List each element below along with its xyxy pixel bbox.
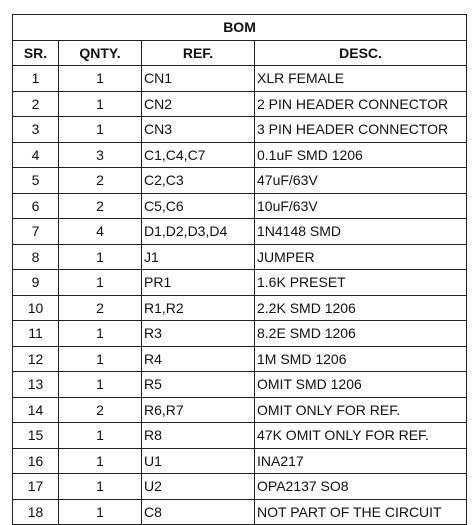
table-row xyxy=(13,117,467,143)
cell-desc: 47uF/63V xyxy=(255,168,467,194)
cell-sr: 16 xyxy=(13,448,59,474)
cell-qnty: 1 xyxy=(59,321,142,347)
cell-ref: R3 xyxy=(142,321,255,347)
cell-ref: R5 xyxy=(142,372,255,398)
cell-sr: 2 xyxy=(13,91,59,117)
cell-sr: 13 xyxy=(13,372,59,398)
header-qnty: QNTY. xyxy=(59,40,142,66)
title-row xyxy=(13,15,467,41)
cell-qnty: 2 xyxy=(59,295,142,321)
cell-desc: 1.6K PRESET xyxy=(255,270,467,296)
cell-sr: 8 xyxy=(13,244,59,270)
cell-ref: C8 xyxy=(142,499,255,525)
cell-qnty: 1 xyxy=(59,474,142,500)
cell-ref: R8 xyxy=(142,423,255,449)
table-row xyxy=(13,219,467,245)
cell-desc: 1N4148 SMD xyxy=(255,219,467,245)
cell-desc: JUMPER xyxy=(255,244,467,270)
cell-desc: 8.2E SMD 1206 xyxy=(255,321,467,347)
table-row xyxy=(13,423,467,449)
cell-qnty: 2 xyxy=(59,397,142,423)
cell-qnty: 1 xyxy=(59,66,142,92)
table-row xyxy=(13,168,467,194)
cell-ref: R1,R2 xyxy=(142,295,255,321)
cell-qnty: 1 xyxy=(59,346,142,372)
bom-title: BOM xyxy=(13,15,467,41)
cell-sr: 11 xyxy=(13,321,59,347)
cell-desc: NOT PART OF THE CIRCUIT xyxy=(255,499,467,525)
cell-ref: R6,R7 xyxy=(142,397,255,423)
cell-sr: 5 xyxy=(13,168,59,194)
cell-sr: 6 xyxy=(13,193,59,219)
table-row xyxy=(13,499,467,525)
cell-sr: 1 xyxy=(13,66,59,92)
cell-ref: R4 xyxy=(142,346,255,372)
cell-desc: 3 PIN HEADER CONNECTOR xyxy=(255,117,467,143)
cell-desc: 2.2K SMD 1206 xyxy=(255,295,467,321)
cell-sr: 17 xyxy=(13,474,59,500)
table-row xyxy=(13,295,467,321)
cell-qnty: 1 xyxy=(59,372,142,398)
table-row xyxy=(13,448,467,474)
cell-qnty: 3 xyxy=(59,142,142,168)
cell-desc: 0.1uF SMD 1206 xyxy=(255,142,467,168)
cell-qnty: 1 xyxy=(59,117,142,143)
header-ref: REF. xyxy=(142,40,255,66)
cell-qnty: 4 xyxy=(59,219,142,245)
header-desc: DESC. xyxy=(255,40,467,66)
cell-sr: 15 xyxy=(13,423,59,449)
cell-ref: CN3 xyxy=(142,117,255,143)
cell-desc: OMIT SMD 1206 xyxy=(255,372,467,398)
cell-desc: 47K OMIT ONLY FOR REF. xyxy=(255,423,467,449)
cell-sr: 10 xyxy=(13,295,59,321)
cell-ref: C1,C4,C7 xyxy=(142,142,255,168)
table-row xyxy=(13,91,467,117)
table-row xyxy=(13,474,467,500)
cell-desc: 1M SMD 1206 xyxy=(255,346,467,372)
table-row xyxy=(13,66,467,92)
table-row xyxy=(13,270,467,296)
header-sr: SR. xyxy=(13,40,59,66)
cell-ref: J1 xyxy=(142,244,255,270)
cell-desc: 2 PIN HEADER CONNECTOR xyxy=(255,91,467,117)
cell-desc: OMIT ONLY FOR REF. xyxy=(255,397,467,423)
cell-qnty: 2 xyxy=(59,193,142,219)
cell-ref: C2,C3 xyxy=(142,168,255,194)
cell-sr: 18 xyxy=(13,499,59,525)
cell-qnty: 1 xyxy=(59,499,142,525)
cell-qnty: 1 xyxy=(59,91,142,117)
cell-sr: 7 xyxy=(13,219,59,245)
table-row xyxy=(13,142,467,168)
cell-qnty: 1 xyxy=(59,244,142,270)
cell-qnty: 1 xyxy=(59,270,142,296)
cell-ref: CN2 xyxy=(142,91,255,117)
cell-desc: INA217 xyxy=(255,448,467,474)
cell-ref: U2 xyxy=(142,474,255,500)
bom-body xyxy=(13,66,467,525)
cell-ref: PR1 xyxy=(142,270,255,296)
cell-sr: 9 xyxy=(13,270,59,296)
cell-qnty: 2 xyxy=(59,168,142,194)
cell-ref: D1,D2,D3,D4 xyxy=(142,219,255,245)
cell-ref: CN1 xyxy=(142,66,255,92)
cell-desc: 10uF/63V xyxy=(255,193,467,219)
table-row xyxy=(13,321,467,347)
table-row xyxy=(13,346,467,372)
cell-qnty: 1 xyxy=(59,423,142,449)
cell-qnty: 1 xyxy=(59,448,142,474)
table-row xyxy=(13,244,467,270)
table-row xyxy=(13,193,467,219)
cell-sr: 3 xyxy=(13,117,59,143)
cell-sr: 4 xyxy=(13,142,59,168)
table-row xyxy=(13,372,467,398)
bom-table xyxy=(12,14,467,525)
header-row xyxy=(13,40,467,66)
cell-desc: OPA2137 SO8 xyxy=(255,474,467,500)
cell-ref: C5,C6 xyxy=(142,193,255,219)
cell-desc: XLR FEMALE xyxy=(255,66,467,92)
table-row xyxy=(13,397,467,423)
cell-sr: 12 xyxy=(13,346,59,372)
cell-ref: U1 xyxy=(142,448,255,474)
cell-sr: 14 xyxy=(13,397,59,423)
